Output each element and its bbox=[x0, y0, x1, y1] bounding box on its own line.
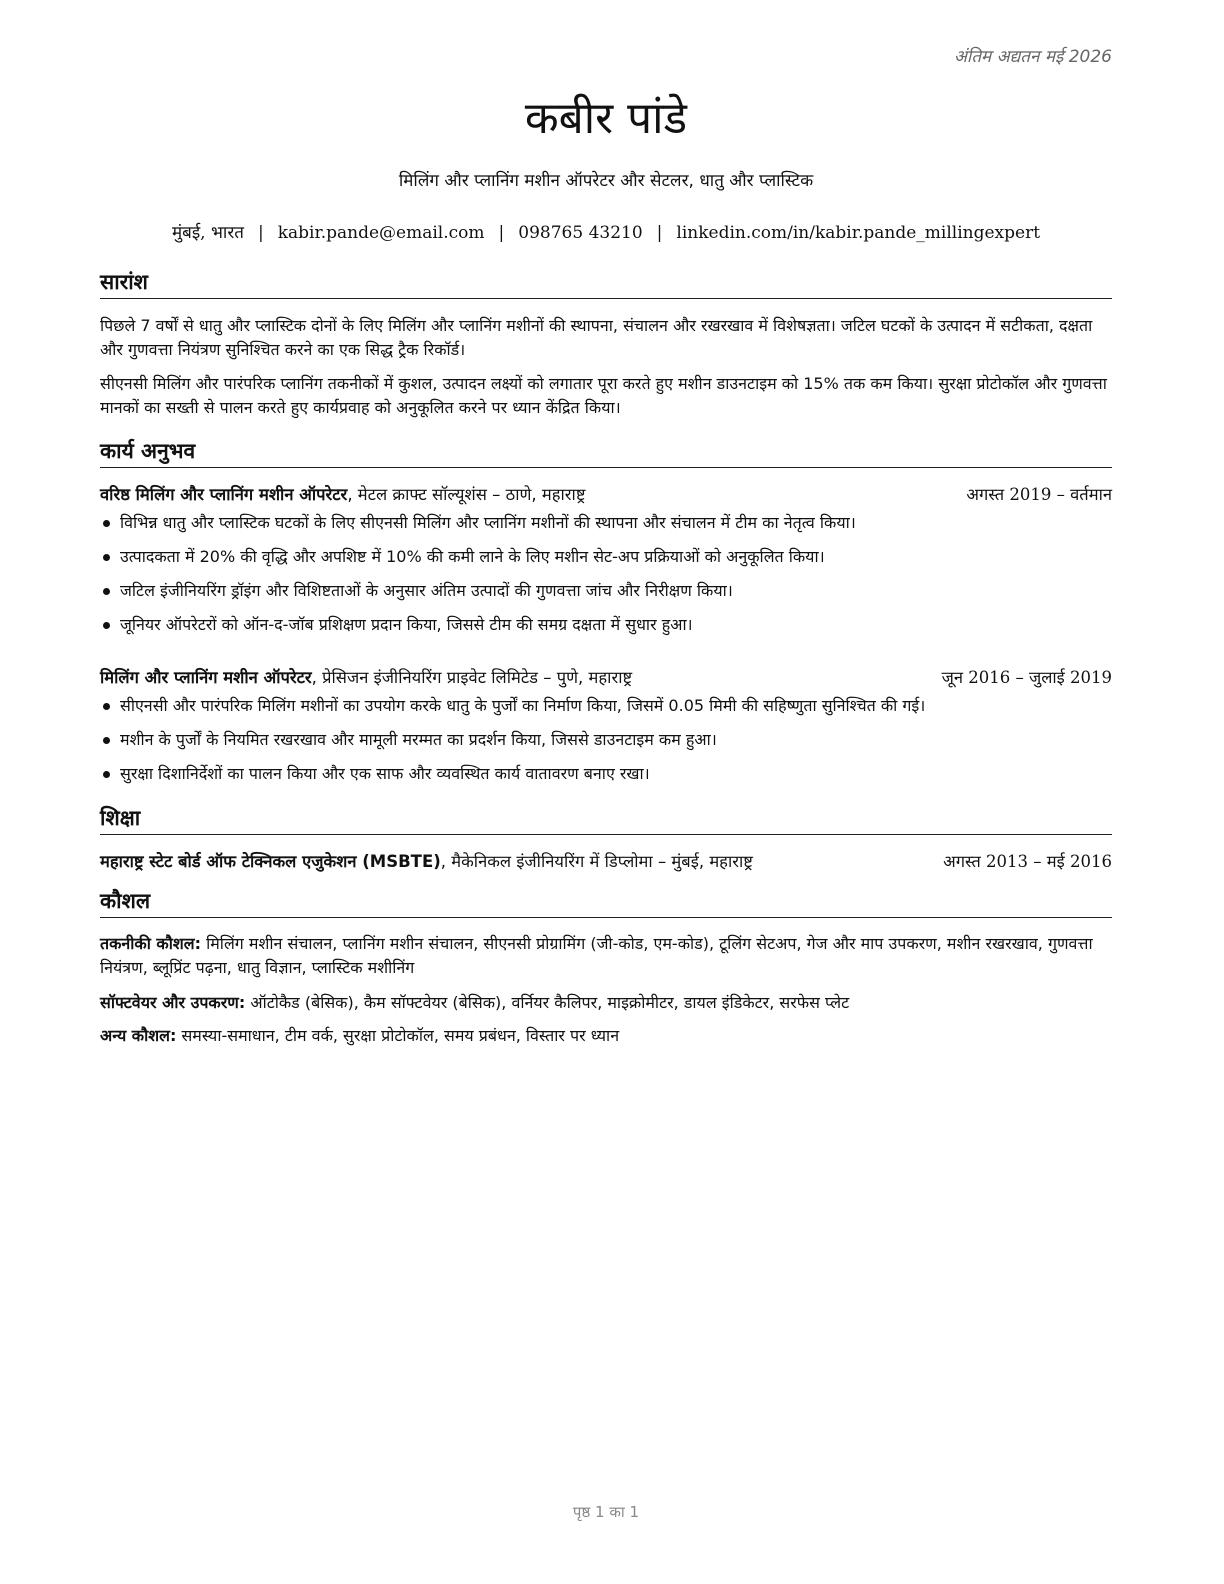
education-heading: शिक्षा bbox=[100, 804, 1112, 835]
skills-label: अन्य कौशल: bbox=[100, 1026, 177, 1045]
list-item: सुरक्षा दिशानिर्देशों का पालन किया और एक साफ और व्यवस्थित कार्य वातावरण बनाए रखा। bbox=[100, 762, 1112, 796]
candidate-name: कबीर पांडे bbox=[524, 93, 688, 144]
contact-separator: | bbox=[257, 223, 264, 243]
job-dates: अगस्त 2019 – वर्तमान bbox=[966, 485, 1112, 504]
list-item: जूनियर ऑपरेटरों को ऑन-द-जॉब प्रशिक्षण प्रदान किया, जिससे टीम की समग्र दक्षता में सुधार हुआ। bbox=[100, 613, 1112, 647]
page-number: पृष्ठ 1 का 1 bbox=[572, 1503, 640, 1521]
job-employer: , प्रेसिजन इंजीनियरिंग प्राइवेट लिमिटेड – पुणे, महाराष्ट्र bbox=[311, 668, 633, 687]
education-details: , मैकेनिकल इंजीनियरिंग में डिप्लोमा – मुंबई, महाराष्ट्र bbox=[440, 852, 753, 871]
list-item: जटिल इंजीनियरिंग ड्रॉइंग और विशिष्टताओं के अनुसार अंतिम उत्पादों की गुणवत्ता जांच और निरीक्षण किया। bbox=[100, 579, 1112, 613]
contact-email-link[interactable]: kabir.pande@email.com bbox=[277, 223, 485, 243]
list-item: मशीन के पुर्जों के नियमित रखरखाव और मामूली मरम्मत का प्रदर्शन किया, जिससे डाउनटाइम कम हुआ। bbox=[100, 728, 1112, 762]
skills-text: समस्या-समाधान, टीम वर्क, सुरक्षा प्रोटोकॉल, समय प्रबंधन, विस्तार पर ध्यान bbox=[176, 1026, 620, 1045]
list-item: सीएनसी और पारंपरिक मिलिंग मशीनों का उपयोग करके धातु के पुर्जों का निर्माण किया, जिसमें 0.05 मिमी की सहिष्णुता सुनिश्चित की गई। bbox=[100, 694, 1112, 728]
experience-heading: कार्य अनुभव bbox=[100, 437, 1112, 468]
contact-phone: 098765 43210 bbox=[518, 223, 643, 243]
job-header bbox=[100, 482, 1112, 505]
job-title: मिलिंग और प्लानिंग मशीन ऑपरेटर bbox=[100, 668, 312, 687]
skills-label: तकनीकी कौशल: bbox=[100, 934, 201, 953]
skills-text: मिलिंग मशीन संचालन, प्लानिंग मशीन संचालन, सीएनसी प्रोग्रामिंग (जी-कोड, एम-कोड), टूलिंग सेटअप, गेज और माप उपकरण, मशीन रखरखाव, गुणवत्ता नियंत्रण, ब्लूप्रिंट पढ़ना, धातु विज्ञान, प्लास्टिक मशीनिंग bbox=[100, 934, 1093, 977]
list-item: उत्पादकता में 20% की वृद्धि और अपशिष्ट में 10% की कमी लाने के लिए मशीन सेट-अप प्रक्रियाओं को अनुकूलित किया। bbox=[100, 545, 1112, 579]
summary-paragraph-2: सीएनसी मिलिंग और पारंपरिक प्लानिंग तकनीकों में कुशल, उत्पादन लक्ष्यों को लगातार पूरा करते हुए मशीन डाउनटाइम को 15% तक कम किया। सुरक्षा प्रोटोकॉल और गुणवत्ता मानकों का सख्ती से पालन करते हुए कार्यप्रवाह को अनुकूलित करने पर ध्यान केंद्रित किया। bbox=[100, 374, 1107, 417]
education-institution: महाराष्ट्र स्टेट बोर्ड ऑफ टेक्निकल एजुकेशन (MSBTE) bbox=[100, 852, 441, 871]
skills-heading: कौशल bbox=[100, 887, 1112, 918]
job-dates: जून 2016 – जुलाई 2019 bbox=[941, 668, 1112, 687]
contact-separator: | bbox=[656, 223, 663, 243]
summary-paragraph-1: पिछले 7 वर्षों से धातु और प्लास्टिक दोनों के लिए मिलिंग और प्लानिंग मशीनों की स्थापना, संचालन और रखरखाव में विशेषज्ञता। जटिल घटकों के उत्पादन में सटीकता, दक्षता और गुणवत्ता नियंत्रण सुनिश्चित करने का एक सिद्ध ट्रैक रिकॉर्ड। bbox=[100, 316, 1093, 359]
job-bullets bbox=[100, 694, 1112, 796]
skills-label: सॉफ्टवेयर और उपकरण: bbox=[100, 993, 246, 1012]
skills-text: ऑटोकैड (बेसिक), कैम सॉफ्टवेयर (बेसिक), वर्नियर कैलिपर, माइक्रोमीटर, डायल इंडिकेटर, सरफेस प्लेट bbox=[245, 993, 850, 1012]
last-updated: अंतिम अद्यतन मई 2026 bbox=[953, 47, 1112, 67]
summary-heading: सारांश bbox=[100, 268, 1112, 299]
job-title: वरिष्ठ मिलिंग और प्लानिंग मशीन ऑपरेटर bbox=[100, 485, 348, 504]
contact-location: मुंबई, भारत bbox=[171, 223, 244, 243]
contact-linkedin-link[interactable]: linkedin.com/in/kabir.pande_millingexpert bbox=[676, 223, 1041, 243]
education-entry bbox=[100, 849, 1112, 872]
skills-technical bbox=[100, 932, 1112, 980]
job-header bbox=[100, 665, 1112, 688]
job-subtitle: मिलिंग और प्लानिंग मशीन ऑपरेटर और सेटलर, धातु और प्लास्टिक bbox=[398, 171, 814, 191]
skills-other bbox=[100, 1024, 1112, 1048]
list-item: विभिन्न धातु और प्लास्टिक घटकों के लिए सीएनसी मिलिंग और प्लानिंग मशीनों की स्थापना और संचालन में टीम का नेतृत्व किया। bbox=[100, 511, 1112, 545]
contact-separator: | bbox=[498, 223, 505, 243]
education-dates: अगस्त 2013 – मई 2016 bbox=[943, 852, 1112, 871]
contact-line bbox=[100, 220, 1112, 243]
resume-page bbox=[100, 0, 1112, 1584]
skills-software bbox=[100, 991, 1112, 1015]
job-employer: , मेटल क्राफ्ट सॉल्यूशंस – ठाणे, महाराष्ट्र bbox=[347, 485, 586, 504]
job-bullets bbox=[100, 511, 1112, 647]
